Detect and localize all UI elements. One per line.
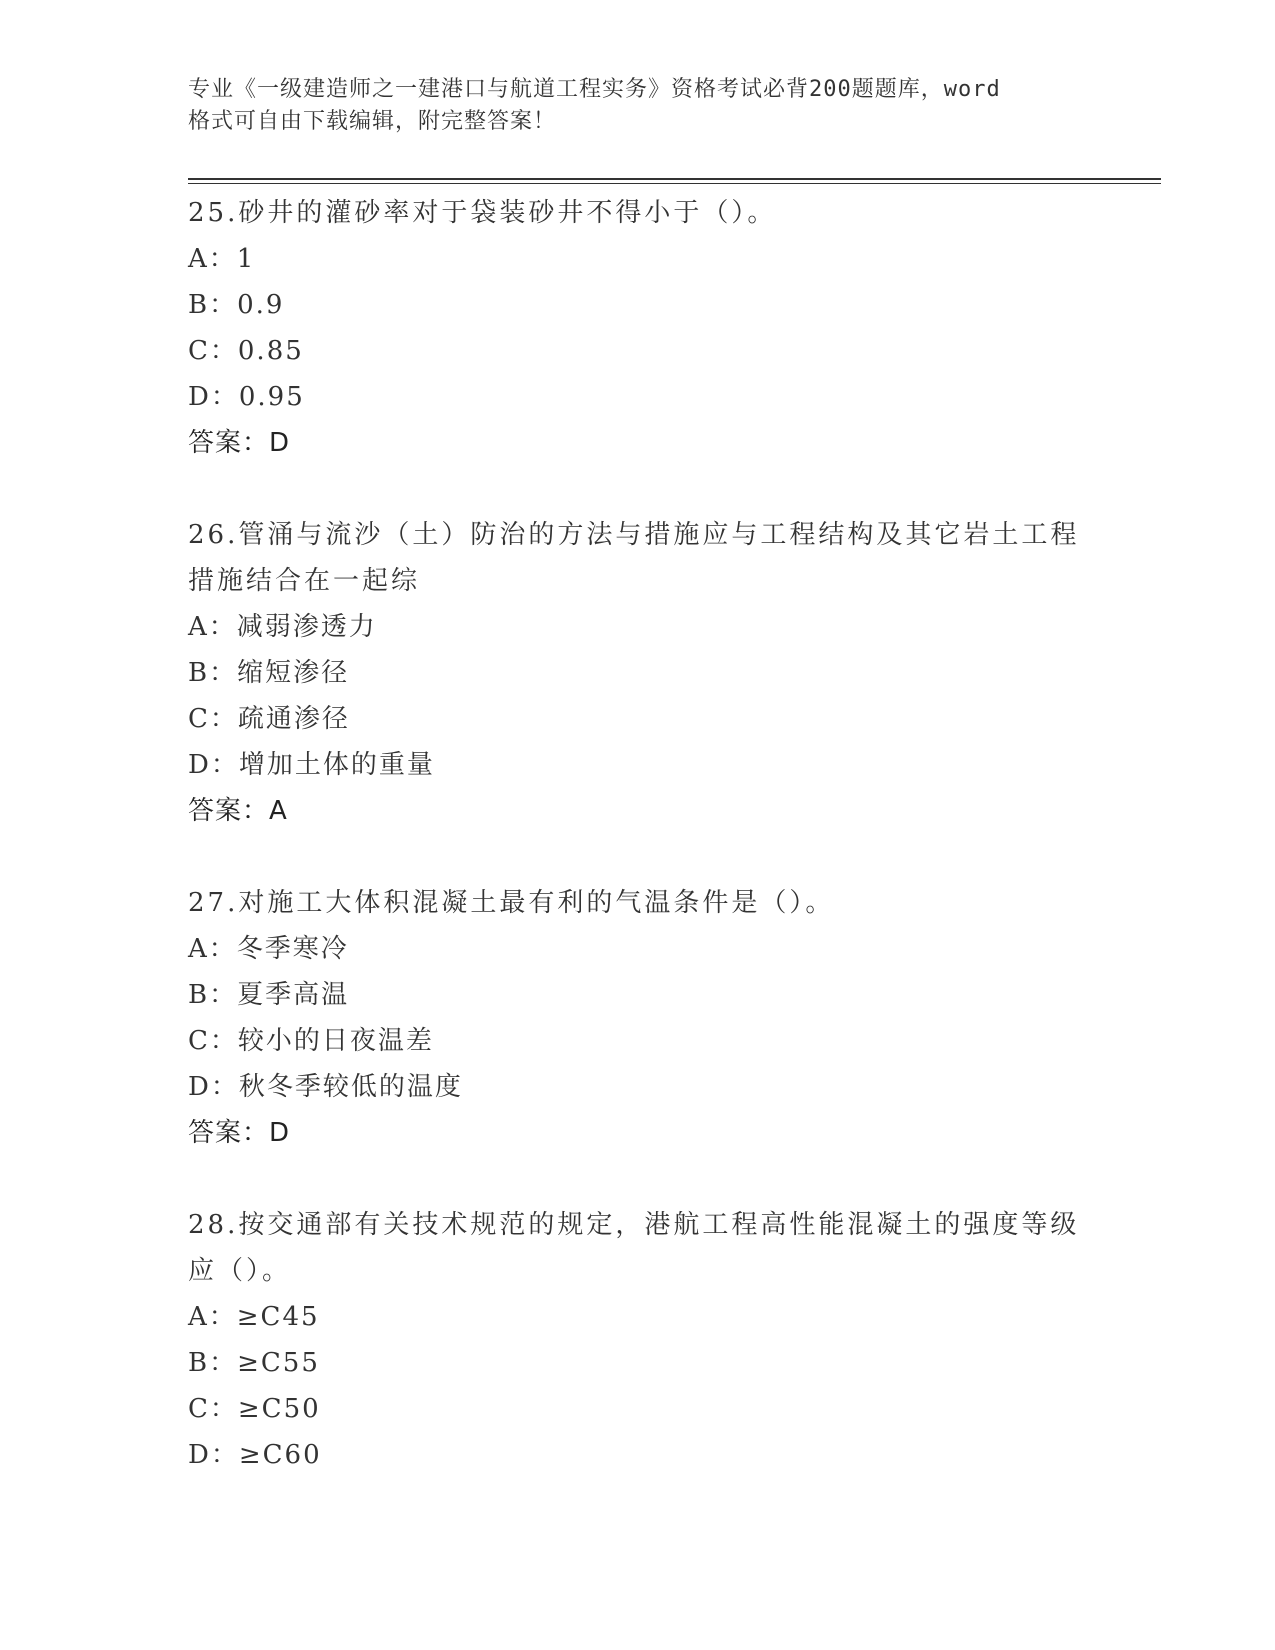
- option-b: B：0.9: [188, 290, 285, 320]
- option-a: A：≥C45: [188, 1302, 320, 1332]
- option-d: D：0.95: [188, 382, 305, 412]
- header-line-1: 专业《一级建造师之一建港口与航道工程实务》资格考试必背200题题库，word: [188, 77, 1001, 102]
- question-stem: 25.砂井的灌砂率对于袋装砂井不得小于（）。: [188, 198, 777, 228]
- option-c: C：≥C50: [188, 1394, 321, 1424]
- header-divider-thick: [188, 178, 1161, 180]
- option-d: D：秋冬季较低的温度: [188, 1072, 463, 1102]
- question-26: [188, 512, 1088, 834]
- option-a: A：减弱渗透力: [188, 612, 377, 642]
- question-list: [188, 190, 1088, 1478]
- header-divider-thin: [188, 183, 1161, 184]
- option-c: C：较小的日夜温差: [188, 1026, 434, 1056]
- question-stem-line-1: 26.管涌与流沙（土）防治的方法与措施应与工程结构及其它岩土工程: [188, 520, 1080, 550]
- option-a: A：冬季寒冷: [188, 934, 349, 964]
- header-line-2: 格式可自由下载编辑，附完整答案！: [188, 109, 557, 134]
- question-stem-line-2: 应（）。: [188, 1256, 292, 1286]
- option-d: D：≥C60: [188, 1440, 322, 1470]
- question-stem: 27.对施工大体积混凝土最有利的气温条件是（）。: [188, 888, 835, 918]
- question-28: [188, 1202, 1088, 1478]
- option-a: A：1: [188, 244, 256, 274]
- option-b: B：夏季高温: [188, 980, 350, 1010]
- question-stem-line-1: 28.按交通部有关技术规范的规定，港航工程高性能混凝土的强度等级: [188, 1210, 1080, 1240]
- answer-label: 答案：D: [188, 428, 291, 458]
- option-b: B：缩短渗径: [188, 658, 350, 688]
- option-b: B：≥C55: [188, 1348, 320, 1378]
- question-stem-line-2: 措施结合在一起综: [188, 566, 421, 596]
- option-d: D：增加土体的重量: [188, 750, 435, 780]
- option-c: C：疏通渗径: [188, 704, 350, 734]
- answer-label: 答案：D: [188, 1118, 291, 1148]
- question-25: [188, 190, 1088, 466]
- option-c: C：0.85: [188, 336, 304, 366]
- question-27: [188, 880, 1088, 1156]
- answer-label: 答案：A: [188, 796, 288, 826]
- document-header: [188, 74, 1068, 138]
